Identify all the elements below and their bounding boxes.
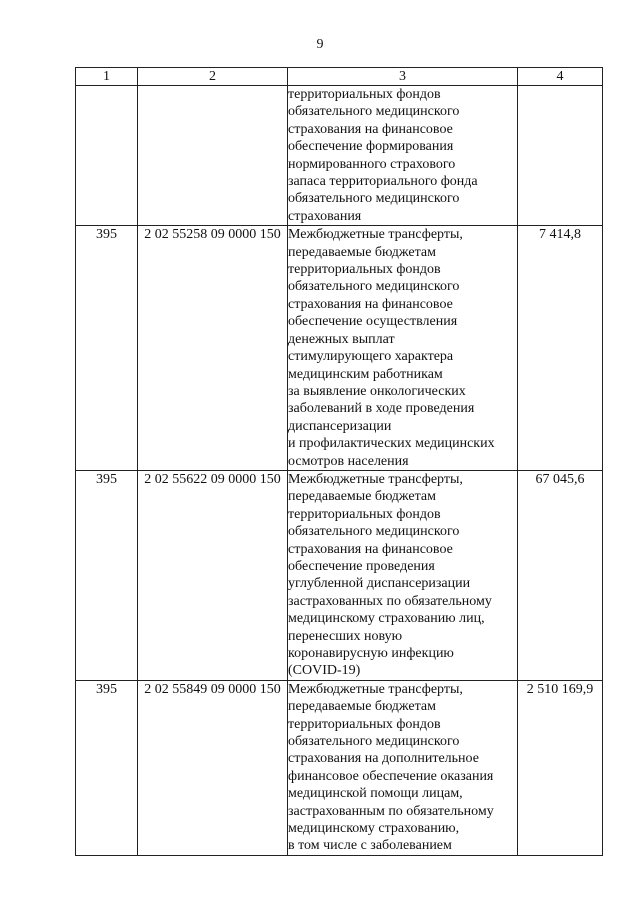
income-name-cell [288,86,518,226]
income-name-line: медицинскому страхованию, [288,821,460,837]
income-name-line: Межбюджетные трансферты, [288,471,463,487]
income-name-line: территориальных фондов [288,506,441,522]
income-name-line: медицинскому страхованию лиц, [288,611,485,627]
income-name-line: застрахованным по обязательному [288,803,494,819]
income-name-line: обязательного медицинского [288,104,460,120]
admin-code-cell [76,86,138,226]
income-name-cell [288,226,518,471]
income-name-line: территориальных фондов [288,716,441,732]
income-name-cell [288,470,518,680]
income-name-line: страхования на финансовое [288,541,453,557]
income-name-line: страхования [288,208,362,224]
income-name-line: медицинским работникам [288,366,443,382]
income-name-line: передаваемые бюджетам [288,699,436,715]
income-name-line: территориальных фондов [288,262,441,278]
table-row [76,470,603,680]
income-name-line: передаваемые бюджетам [288,489,436,505]
income-name-line: обязательного медицинского [288,279,460,295]
budget-classification-code-cell: 2 02 55258 09 0000 150 [138,226,288,471]
income-name-line: финансовое обеспечение оказания [288,768,494,784]
table-row [76,680,603,855]
income-name-line: страхования на финансовое [288,121,453,137]
column-header-3: 3 [288,68,518,86]
admin-code-cell: 395 [76,226,138,471]
amount-cell [518,86,603,226]
column-header-4: 4 [518,68,603,86]
income-name-line: заболеваний в ходе проведения [288,401,475,417]
income-name-line: диспансеризации [288,418,392,434]
income-name-line: обязательного медицинского [288,734,460,750]
income-name-line: углубленной диспансеризации [288,576,471,592]
budget-table [75,67,603,856]
column-header-2: 2 [138,68,288,86]
income-name-line: денежных выплат [288,331,395,347]
income-name-line: страхования на финансовое [288,296,453,312]
income-name-line: запаса территориального фонда [288,174,478,190]
budget-classification-code-cell: 2 02 55622 09 0000 150 [138,470,288,680]
income-name-line: коронавирусную инфекцию [288,646,454,661]
table-header-row [76,68,603,86]
income-name-line: страхования на дополнительное [288,751,479,767]
income-name-line: обеспечение формирования [288,139,454,155]
income-name-line: обеспечение осуществления [288,314,458,330]
amount-cell: 2 510 169,9 [518,680,603,855]
budget-classification-code-cell: 2 02 55849 09 0000 150 [138,680,288,855]
income-name-cell [288,680,518,855]
income-name-line: за выявление онкологических [288,383,466,399]
income-name-line: (COVID-19) [288,663,361,679]
table-body [76,86,603,856]
income-name-line: обязательного медицинского [288,524,460,540]
income-name-line: перенесших новую [288,628,403,644]
table-row [76,86,603,226]
income-name-line: нормированного страхового [288,156,456,172]
page-number: 9 [316,37,324,52]
income-name-line: медицинской помощи лицам, [288,786,463,802]
budget-classification-code-cell [138,86,288,226]
income-name-line: в том числе с заболеванием [288,838,452,854]
amount-cell: 67 045,6 [518,470,603,680]
income-name-line: обеспечение проведения [288,558,435,574]
income-name-line: территориальных фондов [288,87,441,102]
admin-code-cell: 395 [76,470,138,680]
income-name-line: осмотров населения [288,453,409,469]
income-name-line: стимулирующего характера [288,349,454,365]
income-name-line: застрахованных по обязательному [288,593,492,609]
income-name-line: и профилактических медицинских [288,436,495,452]
income-name-line: обязательного медицинского [288,191,460,207]
amount-cell: 7 414,8 [518,226,603,471]
table-row [76,226,603,471]
column-header-1: 1 [76,68,138,86]
income-name-line: Межбюджетные трансферты, [288,227,463,243]
income-name-line: передаваемые бюджетам [288,244,436,260]
admin-code-cell: 395 [76,680,138,855]
income-name-line: Межбюджетные трансферты, [288,681,463,697]
